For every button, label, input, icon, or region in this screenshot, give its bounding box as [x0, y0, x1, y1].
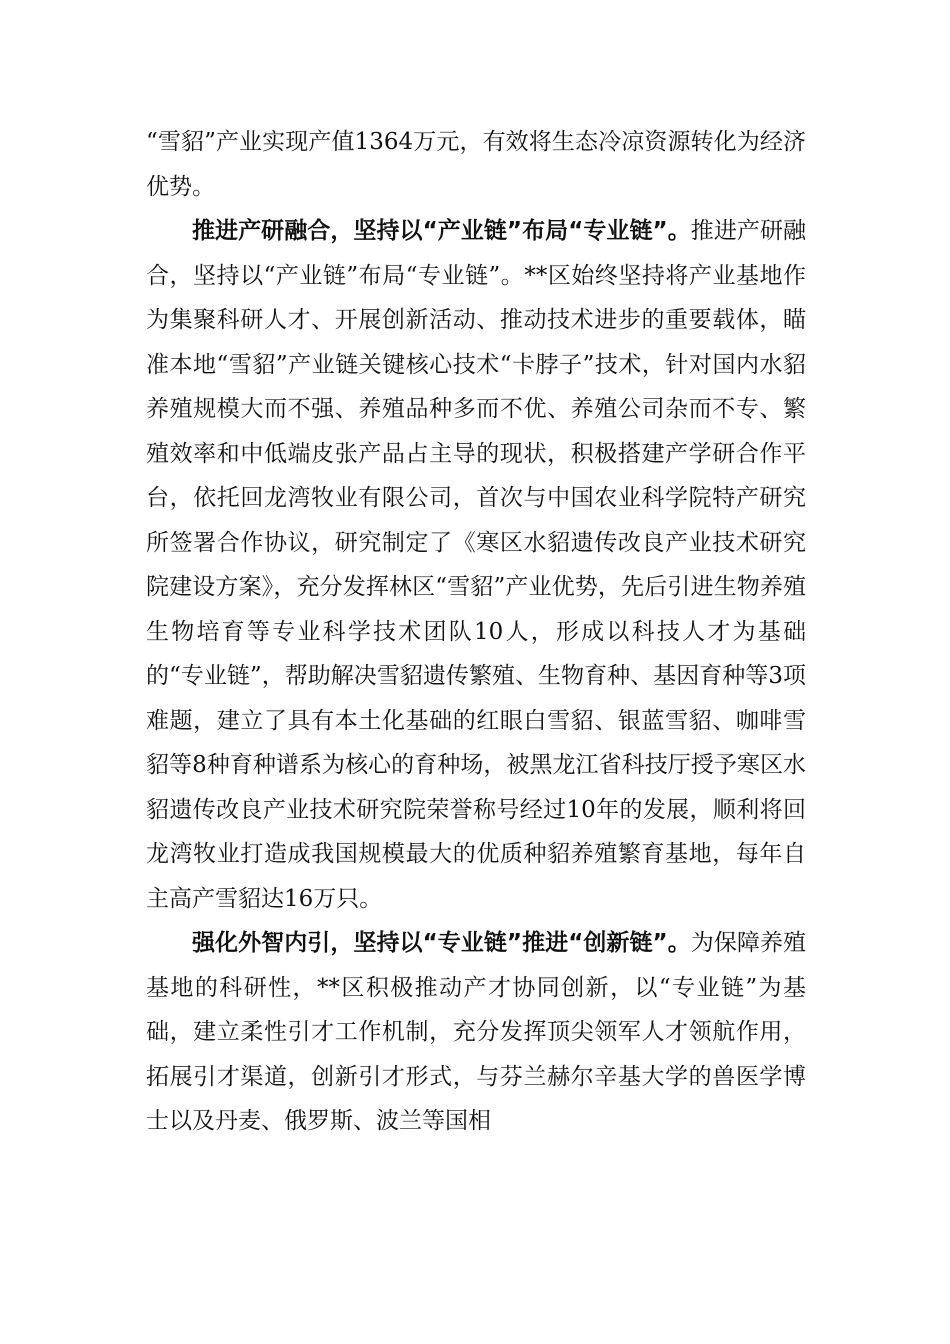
paragraph-heading: 强化外智内引，坚持以“专业链”推进“创新链”。: [192, 930, 691, 956]
paragraph-body: “雪貂”产业实现产值1364万元，有效将生态冷凉资源转化为经济优势。: [146, 129, 806, 200]
document-page: [146, 120, 806, 1144]
paragraph-talent-introduction: [146, 921, 806, 1144]
paragraph-continuation: [146, 120, 806, 209]
paragraph-industry-research: [146, 209, 806, 921]
paragraph-body: 推进产研融合，坚持以“产业链”布局“专业链”。**区始终坚持将产业基地作为集聚科研人才、开展创新活动、推动技术进步的重要载体，瞄准本地“雪貂”产业链关键核心技术“卡脖子”技术，针对国内水貂养殖规模大而不强、养殖品种多而不优、养殖公司杂而不专、繁殖效率和中低端皮张产品占主导的现状，积极搭建产学研合作平台，依托回龙湾牧业有限公司，首次与中国农业科学院特产研究所签署合作协议，研究制定了《寒区水貂遗传改良产业技术研究院建设方案》，充分发挥林区“雪貂”产业优势，先后引进生物养殖生物培育等专业科学技术团队10人，形成以科技人才为基础的“专业链”，帮助解决雪貂遗传繁殖、生物育种、基因育种等3项难题，建立了具有本土化基础的红眼白雪貂、银蓝雪貂、咖啡雪貂等8种育种谱系为核心的育种场，被黑龙江省科技厅授予寒区水貂遗传改良产业技术研究院荣誉称号经过10年的发展，顺利将回龙湾牧业打造成我国规模最大的优质种貂养殖繁育基地，每年自主高产雪貂达16万只。: [146, 218, 807, 912]
paragraph-heading: 推进产研融合，坚持以“产业链”布局“专业链”。: [192, 218, 691, 244]
paragraph-body: 为保障养殖基地的科研性，**区积极推动产才协同创新，以“专业链”为基础，建立柔性引才工作机制，充分发挥顶尖领军人才领航作用，拓展引才渠道，创新引才形式，与芬兰赫尔辛基大学的兽医学博士以及丹麦、俄罗斯、波兰等国相: [146, 930, 807, 1134]
